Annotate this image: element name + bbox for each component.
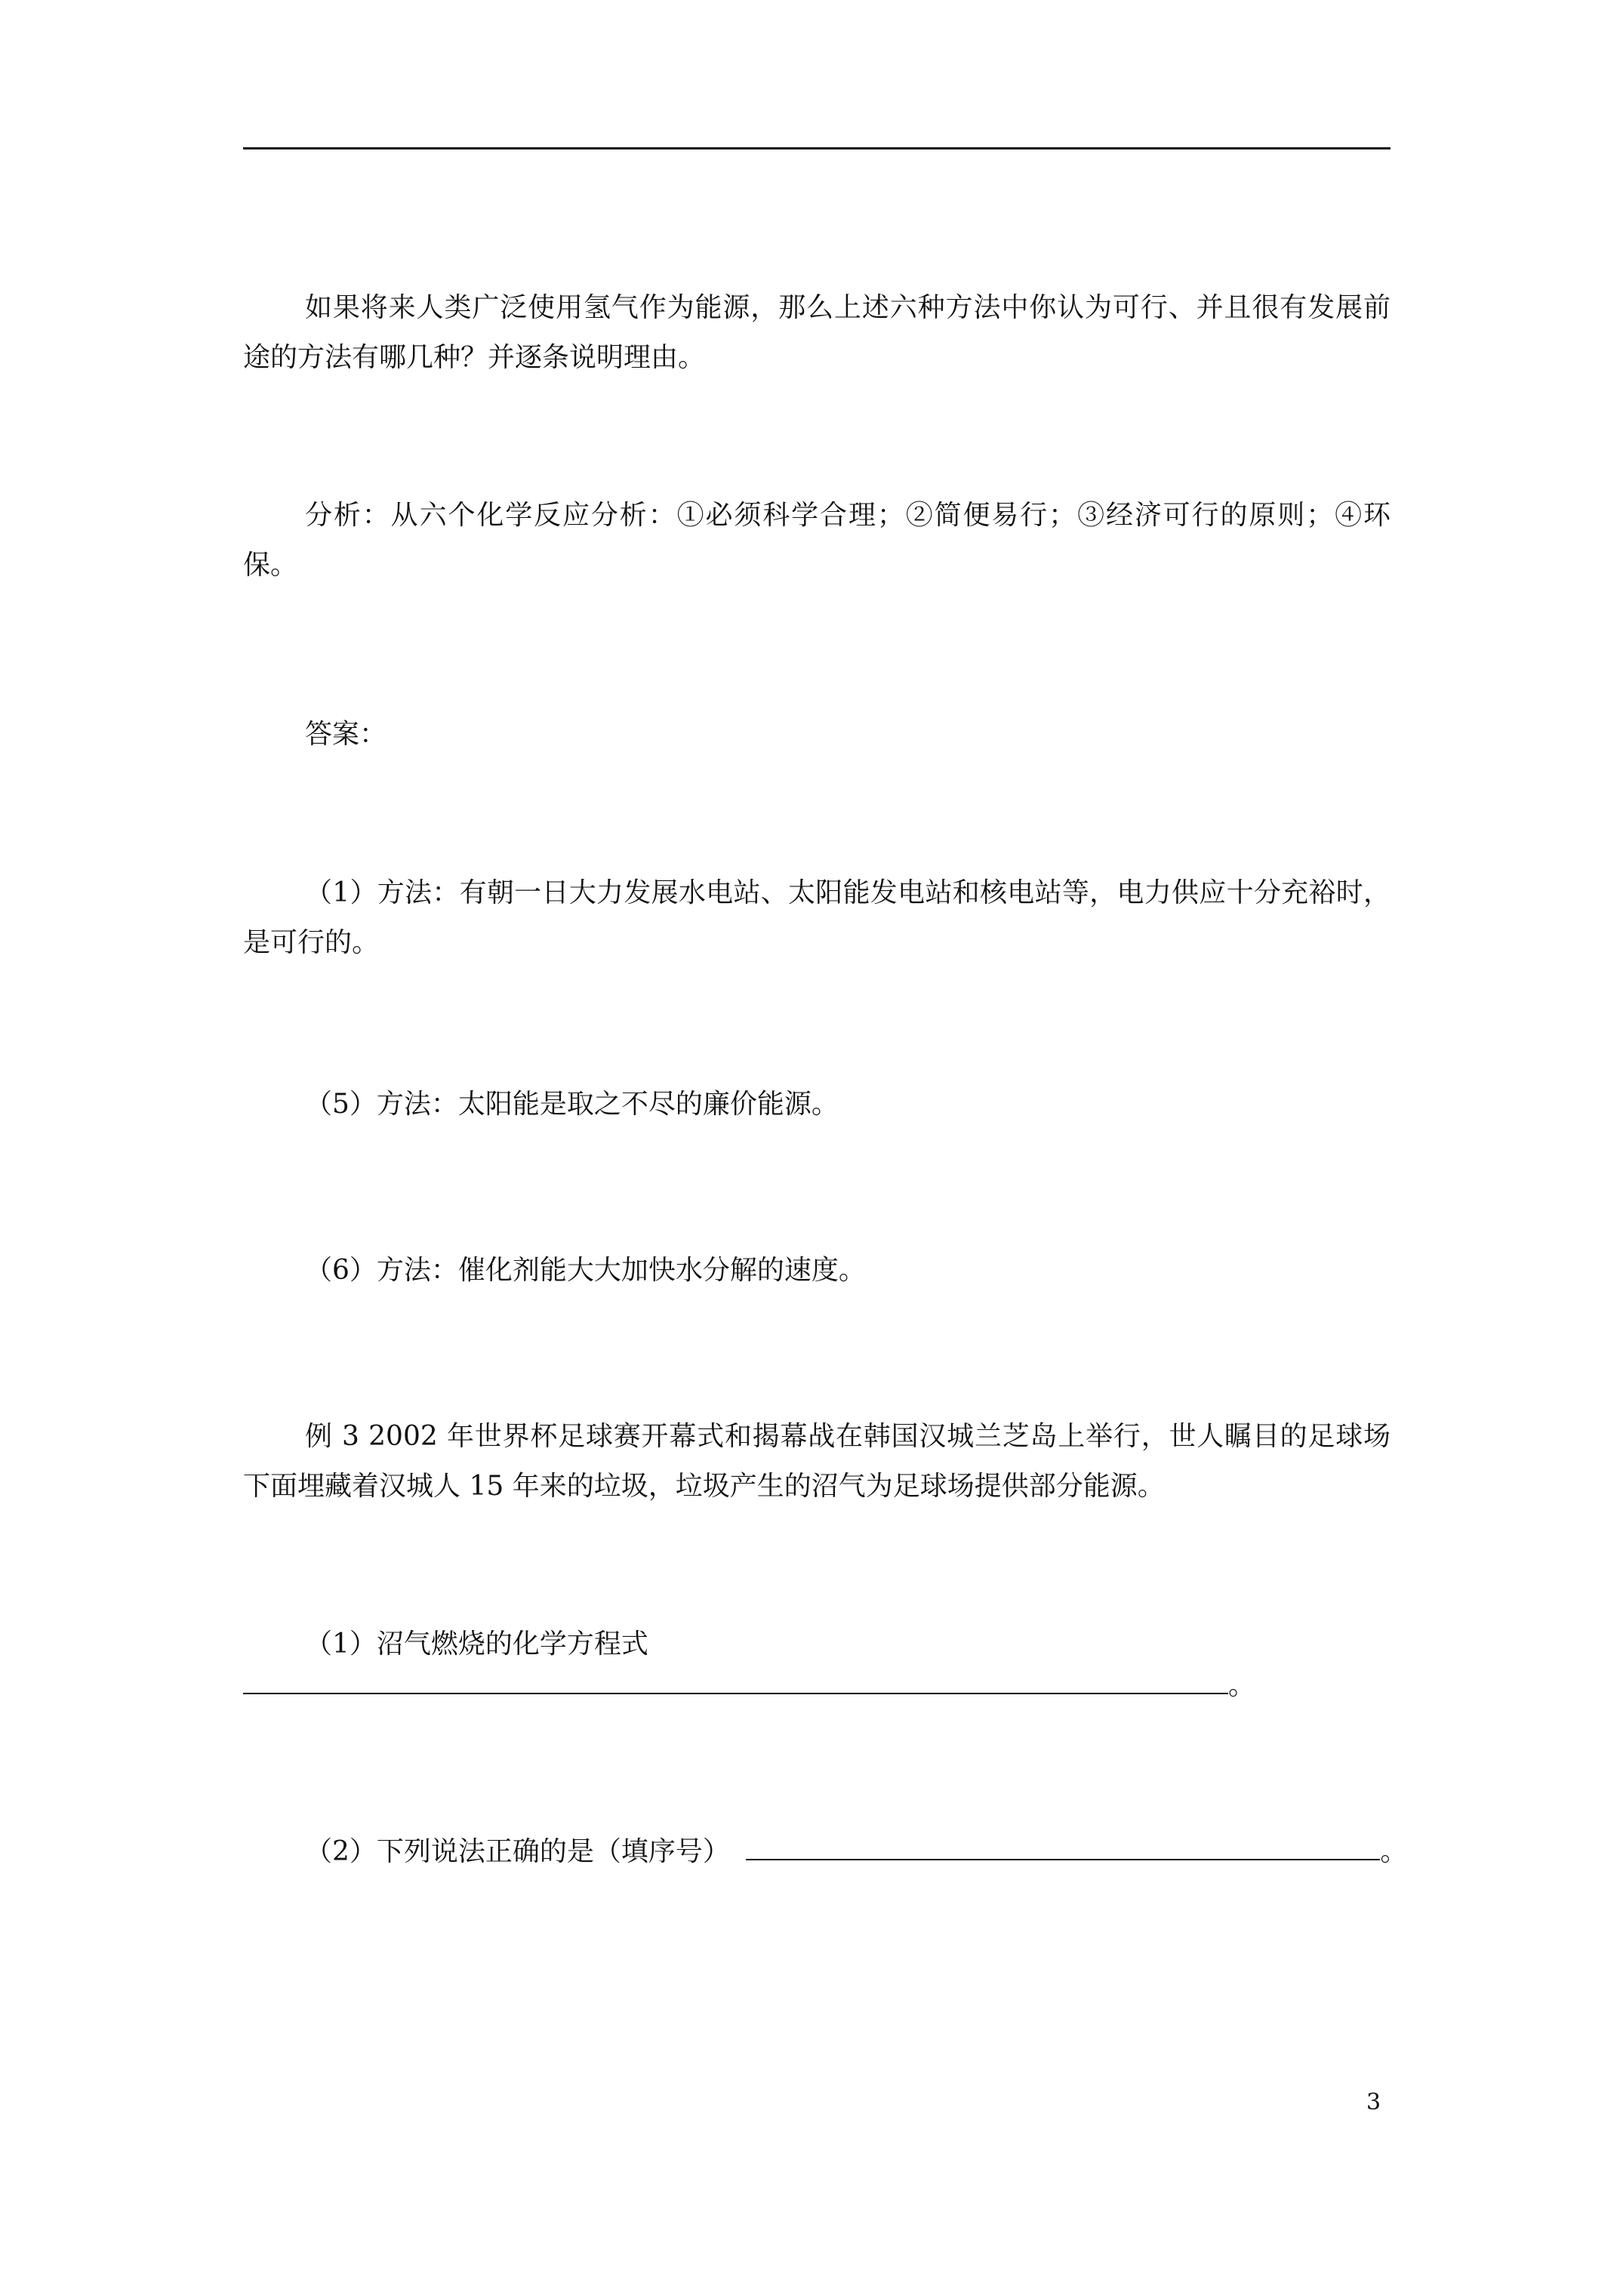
question-1-period: 。	[1228, 1670, 1256, 1701]
question-2-period: 。	[1380, 1836, 1408, 1867]
page-number: 3	[1366, 2089, 1381, 2116]
answer-method-6: （6）方法：催化剂能大大加快水分解的速度。	[305, 1255, 866, 1286]
question-2-blank[interactable]	[746, 1836, 1380, 1860]
question-paragraph: 如果将来人类广泛使用氢气作为能源，那么上述六种方法中你认为可行、并且很有发展前途的方法有哪几种？并逐条说明理由。	[243, 292, 1390, 373]
question-1-blank[interactable]	[243, 1670, 1228, 1694]
question-1-answer-line	[243, 1661, 1390, 1711]
question-1-label: （1）沼气燃烧的化学方程式	[305, 1629, 648, 1660]
question-2-line	[243, 1827, 1408, 1877]
answer-heading: 答案：	[305, 719, 387, 750]
example-3-paragraph: 例 3 2002 年世界杯足球赛开幕式和揭幕战在韩国汉城兰芝岛上举行，世人瞩目的足球场下面埋藏着汉城人 15 年来的垃圾，垃圾产生的沼气为足球场提供部分能源。	[243, 1421, 1390, 1502]
header-rule	[243, 147, 1390, 149]
answer-method-1: （1）方法：有朝一日大力发展水电站、太阳能发电站和核电站等，电力供应十分充裕时，是可行的。	[243, 877, 1390, 958]
analysis-paragraph: 分析：从六个化学反应分析：①必须科学合理；②简便易行；③经济可行的原则；④环保。	[243, 500, 1390, 581]
question-2-label: （2）下列说法正确的是（填序号）	[305, 1836, 730, 1867]
answer-method-5: （5）方法：太阳能是取之不尽的廉价能源。	[305, 1089, 839, 1120]
